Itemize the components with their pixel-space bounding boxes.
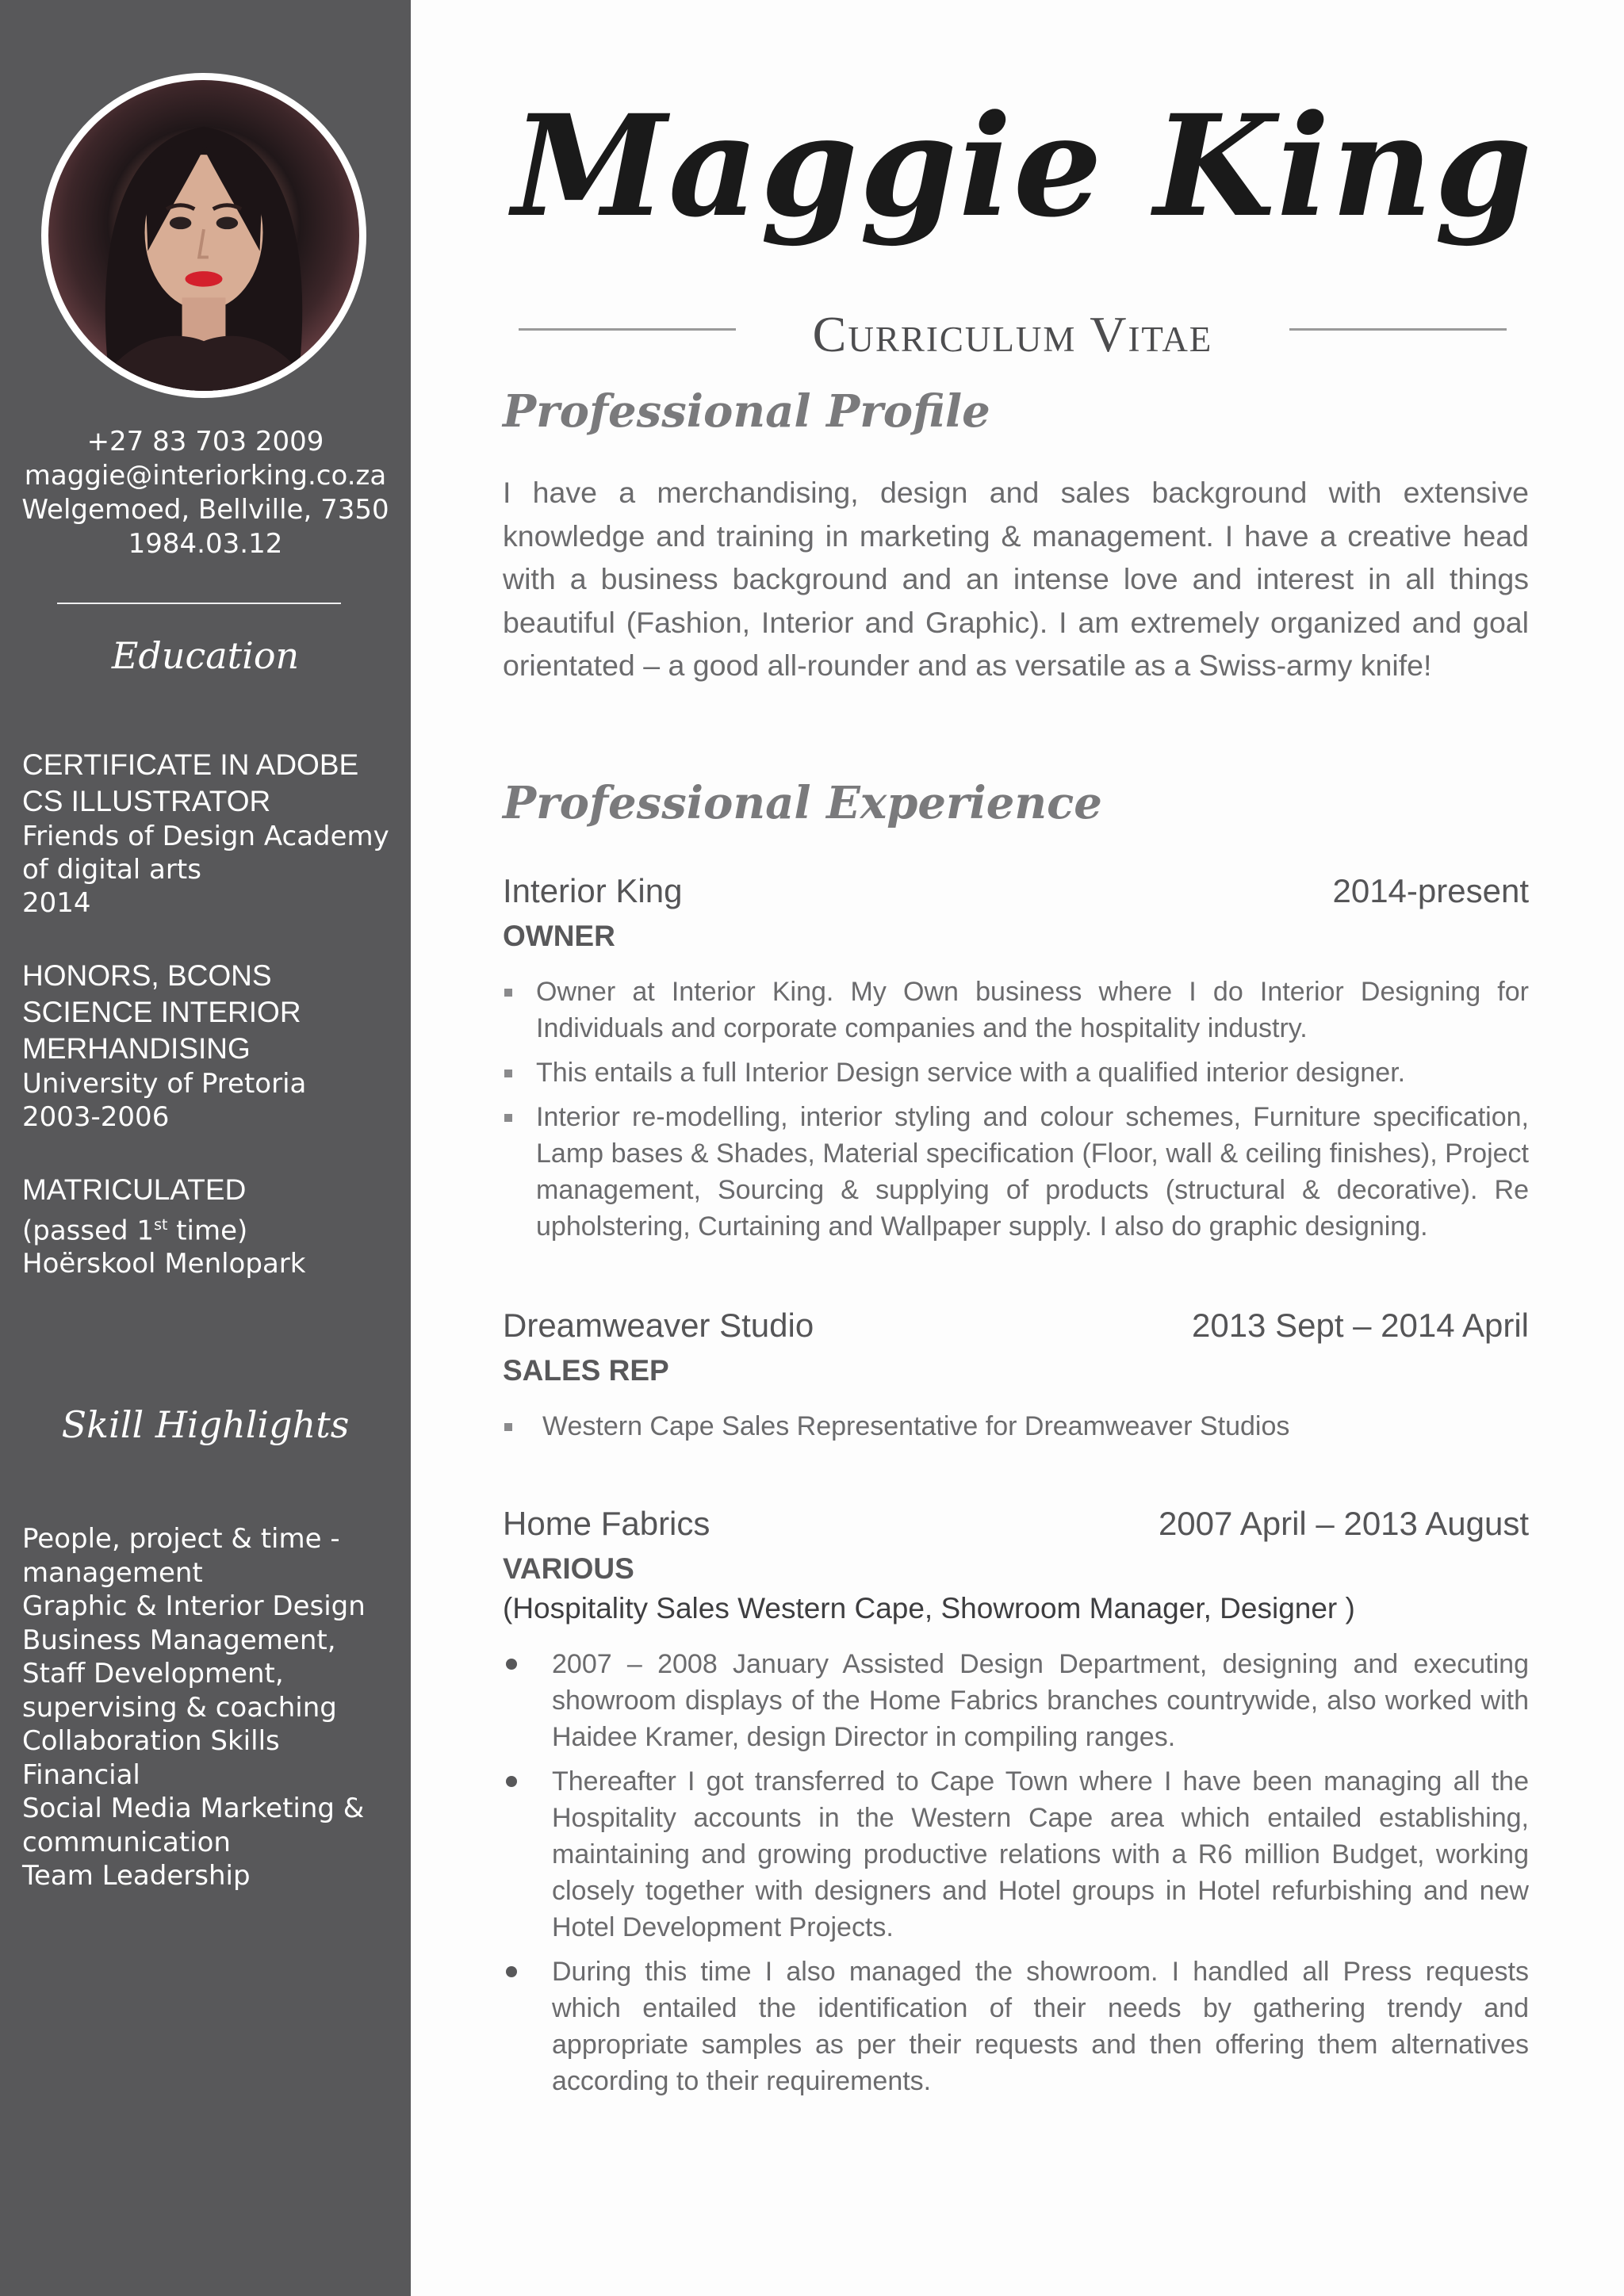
education-item xyxy=(22,747,395,920)
job-dates: 2007 April – 2013 August xyxy=(1158,1505,1529,1542)
job-dates: 2013 Sept – 2014 April xyxy=(1191,1307,1529,1344)
person-name: Maggie King xyxy=(512,84,1534,248)
sidebar-divider xyxy=(57,603,341,604)
skill-line: Business Management, xyxy=(22,1624,336,1656)
education-title-line: CS ILLUSTRATOR xyxy=(22,785,271,817)
education-heading: Education xyxy=(111,634,300,677)
job-company: Dreamweaver Studio xyxy=(503,1307,814,1344)
profile-text: I have a merchandising, design and sales background with extensive knowledge and training in marketing & management. I have a creative head with a business background and an intense love and interest in all things beautiful (Fashion, Interior and Graphic). I am extremely organized and goal orientated – a good all-rounder and as versatile as a Swiss-army knife! xyxy=(503,476,1529,682)
contact-info xyxy=(0,425,411,561)
skill-line: communication xyxy=(22,1826,231,1858)
skill-line: Team Leadership xyxy=(22,1860,251,1892)
job-bullets xyxy=(503,1646,1529,2099)
cv-title-rule-right xyxy=(1289,328,1507,331)
experience-heading: Professional Experience xyxy=(503,777,1102,829)
email-address: maggie@interiorking.co.za xyxy=(24,460,387,492)
education-item xyxy=(22,958,395,1134)
skill-line: supervising & coaching xyxy=(22,1691,337,1724)
skills-list xyxy=(22,1522,403,1893)
skill-line: Financial xyxy=(22,1758,140,1791)
cv-title-row xyxy=(519,304,1507,368)
education-title-line: HONORS, BCONS xyxy=(22,959,272,992)
postal-address: Welgemoed, Bellville, 7350 xyxy=(21,494,389,526)
education-note xyxy=(22,1208,395,1247)
skill-line: Staff Development, xyxy=(22,1658,284,1689)
skill-line: People, project & time - xyxy=(22,1523,340,1555)
date-of-birth: 1984.03.12 xyxy=(128,528,283,560)
skill-line: management xyxy=(22,1556,203,1589)
job-entry xyxy=(503,1307,1529,1452)
skill-line: Social Media Marketing & xyxy=(22,1793,365,1824)
education-year: 2003-2006 xyxy=(22,1101,170,1133)
education-year: 2014 xyxy=(22,887,91,919)
skill-line: Collaboration Skills xyxy=(22,1725,280,1757)
job-bullet: Owner at Interior King. My Own business where I do Interior Designing for Individuals and corporate companies and the hospitality industry. xyxy=(503,974,1529,1047)
phone-number: +27 83 703 2009 xyxy=(86,426,324,457)
job-bullets xyxy=(503,974,1529,1245)
job-entry xyxy=(503,1505,1529,2107)
job-bullets xyxy=(503,1408,1529,1445)
passed-prefix: (passed 1 xyxy=(22,1215,155,1247)
education-title-line: SCIENCE INTERIOR xyxy=(22,996,301,1028)
job-role: SALES REP xyxy=(503,1354,669,1387)
profile-photo-frame xyxy=(41,73,366,398)
skills-heading: Skill Highlights xyxy=(61,1403,350,1446)
passed-superscript: st xyxy=(154,1216,168,1234)
job-entry xyxy=(503,872,1529,1253)
profile-photo xyxy=(48,80,359,391)
job-bullet: Western Cape Sales Representative for Dreamweaver Studios xyxy=(503,1408,1529,1445)
job-bullet: Thereafter I got transferred to Cape Town where I have been managing all the Hospitality accounts in the Western Cape area which entailed establishing, maintaining and growing productive relations with a R6 million Budget, working closely together with designers and Hotel groups in Hotel refurbishing and new Hotel Development Projects. xyxy=(503,1763,1529,1946)
sidebar xyxy=(0,0,411,2296)
job-role: VARIOUS xyxy=(503,1552,634,1585)
job-bullet: Interior re-modelling, interior styling and colour schemes, Furniture specification, Lamp bases & Shades, Material specification (Floor, wall & ceiling finishes), Project management, Sourcing & supplying of products (structural & decorative). Re upholstering, Curtaining and Wallpaper supply. I also do graphic designing. xyxy=(503,1099,1529,1245)
education-institution: University of Pretoria xyxy=(22,1068,307,1100)
education-item xyxy=(22,1172,395,1280)
job-company: Home Fabrics xyxy=(503,1505,710,1542)
passed-suffix: time) xyxy=(167,1215,248,1247)
education-title-line: MATRICULATED xyxy=(22,1173,247,1206)
job-role: OWNER xyxy=(503,920,615,952)
profile-heading: Professional Profile xyxy=(503,385,990,438)
job-header xyxy=(503,1505,1529,1549)
skill-line: Graphic & Interior Design xyxy=(22,1590,366,1622)
job-dates: 2014-present xyxy=(1332,872,1529,909)
education-institution: of digital arts xyxy=(22,854,201,886)
education-list xyxy=(22,747,395,1318)
education-title-line: CERTIFICATE IN ADOBE xyxy=(22,748,359,781)
job-header xyxy=(503,1307,1529,1351)
job-bullet: 2007 – 2008 January Assisted Design Department, designing and executing showroom displays of the Home Fabrics branches countrywide, also worked with Haidee Kramer, design Director in compiling ranges. xyxy=(503,1646,1529,1755)
job-role-detail: (Hospitality Sales Western Cape, Showroom Manager, Designer ) xyxy=(503,1592,1355,1624)
education-institution: Friends of Design Academy xyxy=(22,821,389,852)
job-company: Interior King xyxy=(503,872,683,909)
job-bullet: This entails a full Interior Design service with a qualified interior designer. xyxy=(503,1054,1529,1091)
portrait-illustration xyxy=(48,80,359,391)
job-bullet: During this time I also managed the showroom. I handled all Press requests which entailed the identification of their needs by gathering trendy and appropriate samples as per their requests and then offering them alternatives according to their requirements. xyxy=(503,1954,1529,2099)
education-institution: Hoërskool Menlopark xyxy=(22,1248,306,1280)
cv-title: Curriculum Vitae xyxy=(812,306,1213,362)
education-title-line: MERHANDISING xyxy=(22,1032,251,1065)
job-header xyxy=(503,872,1529,916)
